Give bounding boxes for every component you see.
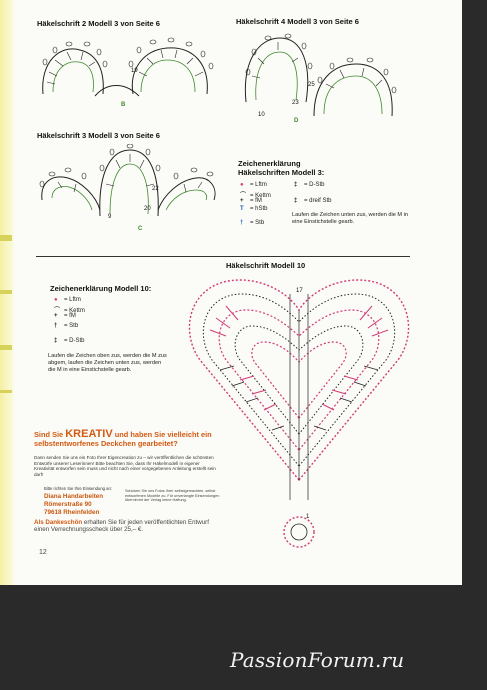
kettmasche-arc-icon: ⌒ [54, 308, 61, 314]
diagram-3-mark-9: 9 [108, 214, 112, 220]
diagram-2-mark-19: 19 [131, 68, 138, 74]
diagram-3-mark-20: 20 [144, 206, 151, 212]
diagram-10-mark-17: 17 [296, 288, 303, 294]
watermark-text: PassionForum.ru [230, 648, 405, 672]
legend-10-note: Laufen die Zeichen oben zus, werden die M zus abgem, laufen die Zeichen unten zus, werden die M in eine Einstichstelle gearb. [48, 353, 167, 373]
kettmasche-arc-icon: ⌒ [240, 193, 247, 199]
luftmasche-oval-icon: ● [54, 297, 58, 303]
halbes-stabchen-t-icon: T [240, 206, 244, 212]
diagram-2-mark-b: B [121, 102, 126, 108]
diagram-4-mark-25: 25 [308, 82, 315, 88]
legend-3-item: ‡ = D-Stb [294, 182, 325, 188]
legend-3-item: ‡ = dreif Stb [294, 198, 332, 204]
diagram-4-mark-23: 23 [292, 100, 299, 106]
legend-3-item: † = Stb [240, 220, 265, 226]
legend-3-item: ⌒ = Kettm [240, 190, 271, 199]
doppelstabchen-icon: ‡ [294, 182, 298, 188]
legend-10-item: ● = Lftm [54, 297, 81, 303]
luftmasche-oval-icon: ● [240, 182, 244, 188]
promo-title: Sind Sie KREATIV und haben Sie vielleicht ein selbstentworfenes Deckchen gearbeitet? [34, 428, 212, 448]
legend-10-item: † = Stb [54, 323, 79, 329]
crochet-diagram-4 [240, 32, 400, 132]
diagram-3-mark-22: 22 [152, 186, 159, 192]
section-divider [36, 256, 410, 257]
crochet-diagram-3 [38, 144, 218, 236]
festmasche-plus-icon: + [54, 313, 58, 319]
legend-3-title-line2: Häkelschriften Modell 3: [238, 168, 325, 177]
promo-address-note: Schicken Sie uns Fotos Ihrer selbstgemachten, selbst entworfenen Modelle zu. Für unverlangte Einsendungen übernimmt der Verlag keine Haftung. [125, 489, 220, 503]
legend-10-item: + = fM [54, 313, 76, 319]
festmasche-plus-icon: + [240, 198, 244, 204]
page-binding-edge [0, 0, 14, 585]
diagram-3-mark-c: C [138, 226, 143, 232]
diagram-3-title: Häkelschrift 3 Modell 3 von Seite 6 [37, 131, 160, 140]
diagram-2-title: Häkelschrift 2 Modell 3 von Seite 6 [37, 19, 160, 28]
promo-address: Bitte richten Sie Ihre Einsendung an: Diana Handarbeiten Römerstraße 90 79618 Rheinfelden [44, 486, 112, 516]
stabchen-icon: † [54, 323, 58, 329]
promo-body: Dann senden Sie uns ein Foto Ihrer Eigencreation zu – wir veröffentlichen die schönsten Entwürfe unserer Leserinnen! Bitte beachten Sie, dass Ihr Häkelmodell in eigener Kreativität entworfen sein muss und nicht nach einer vorgegebenen Anleitung erstellt sein darf! [34, 455, 216, 477]
stabchen-icon: † [240, 220, 244, 226]
crochet-diagram-10-heart [180, 270, 418, 556]
crochet-diagram-2 [35, 32, 215, 118]
legend-3-item: ● = Lftm [240, 182, 267, 188]
diagram-4-title: Häkelschrift 4 Modell 3 von Seite 6 [236, 17, 359, 26]
page-number: 12 [39, 549, 47, 556]
diagram-4-mark-10: 10 [258, 112, 265, 118]
diagram-10-title: Häkelschrift Modell 10 [226, 261, 306, 270]
legend-3-note: Laufen die Zeichen unten zus, werden die M in eine Einstichstelle gearb. [292, 212, 408, 225]
diagram-4-mark-d: D [294, 118, 299, 124]
legend-3-item: + = fM [240, 198, 262, 204]
doppelstabchen-icon: ‡ [54, 338, 58, 344]
dreifach-stabchen-icon: ‡ [294, 198, 298, 204]
legend-10-item: ⌒ = Kettm [54, 305, 85, 314]
legend-10-title: Zeichenerklärung Modell 10: [50, 284, 152, 293]
legend-10-item: ‡ = D-Stb [54, 338, 85, 344]
diagram-10-mark-1: 1 [306, 514, 310, 520]
promo-thank-you: Als Dankeschön erhalten Sie für jeden veröffentlichten Entwurf einen Verrechnungsscheck über 25,– €. [34, 519, 209, 534]
legend-3-item: T = hStb [240, 206, 268, 212]
legend-3-title-line1: Zeichenerklärung [238, 159, 301, 168]
